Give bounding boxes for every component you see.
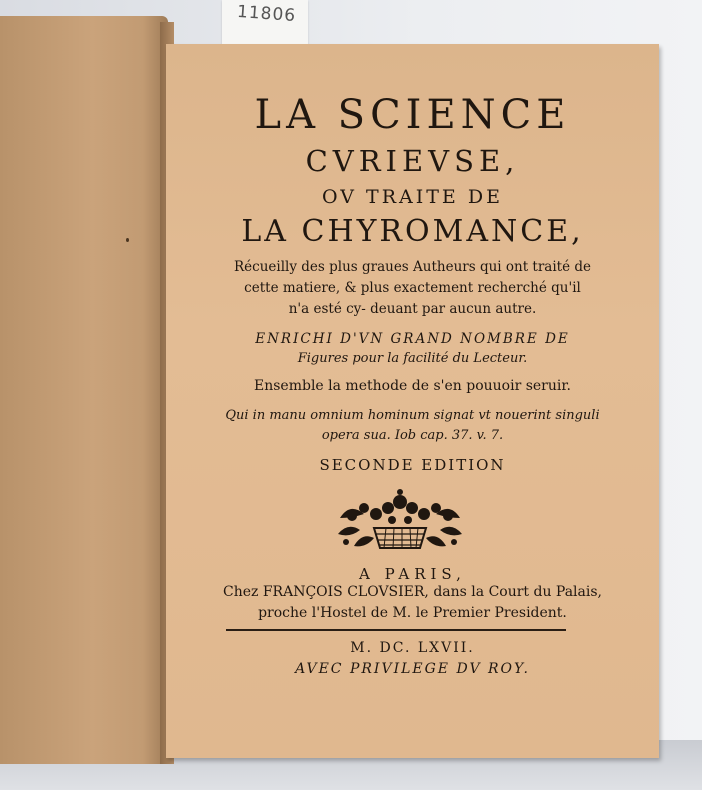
- subtitle-line-3: n'a esté cy- deuant par aucun autre.: [288, 301, 537, 317]
- title-line-1: LA SCIENCE: [254, 92, 571, 138]
- enrichi-line-2: Figures pour la facilité du Lecteur.: [297, 351, 528, 366]
- enrichi-line-1: ENRICHI D'VN GRAND NOMBRE DE: [255, 331, 570, 347]
- catalog-number: 11806: [236, 1, 297, 27]
- floral-basket-ornament: [330, 488, 470, 554]
- ensemble-line: Ensemble la methode de s'en pouuoir seruir.: [254, 378, 571, 394]
- title-line-3: OV TRAITE DE: [322, 186, 503, 208]
- imprint-line-1: Chez FRANÇOIS CLOVSIER, dans la Court du Palais,: [222, 584, 602, 600]
- publication-date: M. DC. LXVII.: [350, 640, 475, 656]
- left-page: [0, 16, 168, 764]
- title-line-4: LA CHYROMANCE,: [241, 214, 584, 249]
- subtitle-line-1: Récueilly des plus graues Autheurs qui ont traité de: [233, 259, 592, 275]
- quote-line-1: Qui in manu omnium hominum signat vt nouerint singuli: [225, 408, 600, 423]
- divider-rule: [226, 629, 566, 631]
- quote-line-2: opera sua. Iob cap. 37. v. 7.: [321, 428, 504, 443]
- title-page: [166, 44, 659, 758]
- imprint-city: A PARIS,: [359, 565, 466, 583]
- privilege-line: AVEC PRIVILEGE DV ROY.: [295, 661, 530, 677]
- title-line-2: CVRIEVSE,: [305, 144, 520, 178]
- paper-speck: [126, 238, 129, 242]
- subtitle-line-2: cette matiere, & plus exactement recherché qu'il: [244, 280, 581, 296]
- edition-line: SECONDE EDITION: [319, 456, 506, 474]
- imprint-line-2: proche l'Hostel de M. le Premier President.: [258, 605, 567, 621]
